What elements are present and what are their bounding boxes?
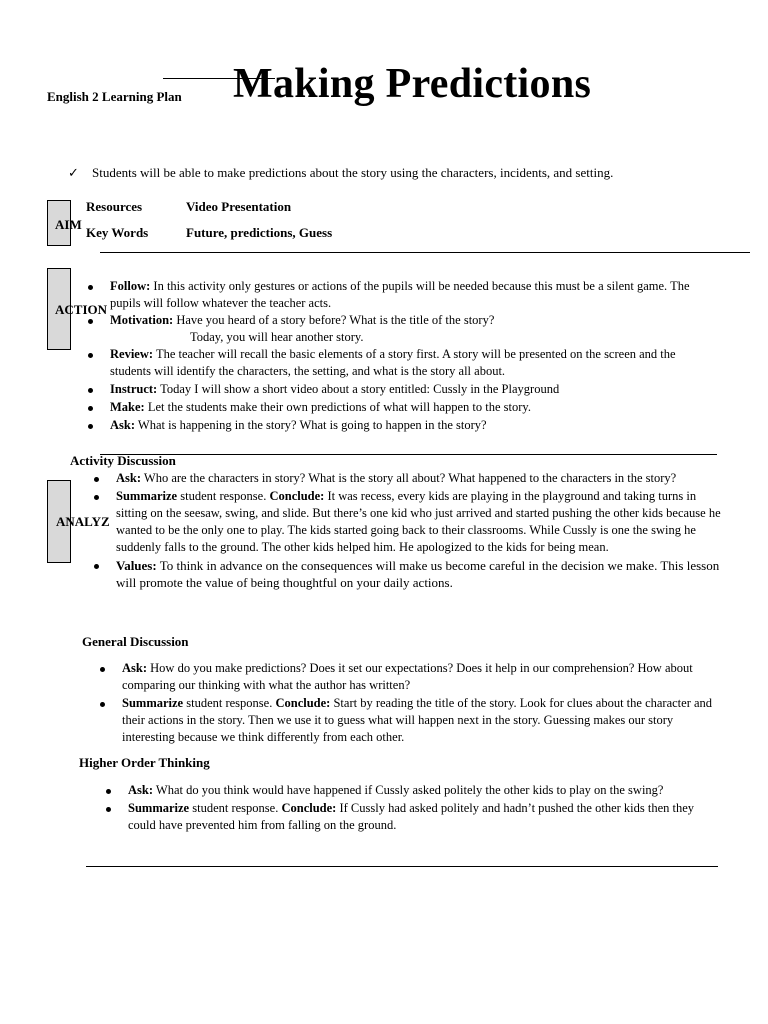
higher-order-title: Higher Order Thinking <box>79 755 210 770</box>
subject-label: English 2 Learning Plan <box>47 89 182 104</box>
page-title: Making Predictions <box>233 61 592 107</box>
keywords-value: Future, predictions, Guess <box>186 225 333 240</box>
list-item: Follow: In this activity only gestures or actions of the pupils will be needed because this must be a silent game. The pupils will follow whatever the teacher acts. <box>110 278 715 312</box>
analyze-list <box>116 470 721 592</box>
bottom-divider <box>86 866 718 867</box>
checkmark-icon: ✓ <box>68 165 79 180</box>
analyze-label: ANALYZ <box>56 514 110 529</box>
list-item: Summarize student response. Conclude: Start by reading the title of the story. Look for clues about the character and their actions in the story. Then we use it to guess what will happen next in the story. Guessing makes our story interesting because we think differently from each other. <box>122 695 722 746</box>
list-item: Summarize student response. Conclude: It was recess, every kids are playing in the playground and taking turns in sitting on the seesaw, swing, and slide. But there’s one kid who just arrived and started pushing the other kids because he wanted to be the only one to play. The kids started going back to their classrooms. While Cussly is one the swing he suddenly falls to the ground. The other kids helped him. He apologized to the kids for being mean. <box>116 488 721 556</box>
action-label: ACTION <box>55 302 108 317</box>
resources-value: Video Presentation <box>186 199 292 214</box>
aim-label: AIM <box>55 217 82 232</box>
keywords-label: Key Words <box>86 225 149 240</box>
list-item: Review: The teacher will recall the basic elements of a story first. A story will be presented on the screen and the students will identify the characters, the setting, and what is the story all about. <box>110 346 715 380</box>
list-item: Ask: Who are the characters in story? What is the story all about? What happened to the characters in the story? <box>116 470 721 487</box>
resources-label: Resources <box>86 199 143 214</box>
list-item: Ask: How do you make predictions? Does it set our expectations? Does it help in our comprehension? How about comparing our thinking with what the author has written? <box>122 660 722 694</box>
activity-discussion-title: Activity Discussion <box>70 453 176 468</box>
list-item: Values: To think in advance on the consequences will make us become careful in the decision we make. This lesson will promote the value of being thoughtful on your daily actions. <box>116 557 721 591</box>
objective <box>68 165 613 181</box>
list-item: Instruct: Today I will show a short video about a story entitled: Cussly in the Playground <box>110 381 715 398</box>
general-discussion-title: General Discussion <box>82 634 189 649</box>
action-list <box>110 278 715 435</box>
aim-divider <box>100 252 750 253</box>
list-item: Motivation: Have you heard of a story before? What is the title of the story? Today, you will hear another story. <box>110 312 715 346</box>
higher-list <box>128 782 723 835</box>
objective-text: Students will be able to make predictions about the story using the characters, incidents, and setting. <box>92 165 614 180</box>
list-item: Make: Let the students make their own predictions of what will happen to the story. <box>110 399 715 416</box>
list-item: Summarize student response. Conclude: If Cussly had asked politely and hadn’t pushed the other kids then they could have prevented him from falling on the ground. <box>128 800 723 834</box>
list-item: Ask: What do you think would have happened if Cussly asked politely the other kids to play on the swing? <box>128 782 723 799</box>
list-item: Ask: What is happening in the story? What is going to happen in the story? <box>110 417 715 434</box>
general-list <box>122 660 722 747</box>
action-divider <box>100 454 717 455</box>
